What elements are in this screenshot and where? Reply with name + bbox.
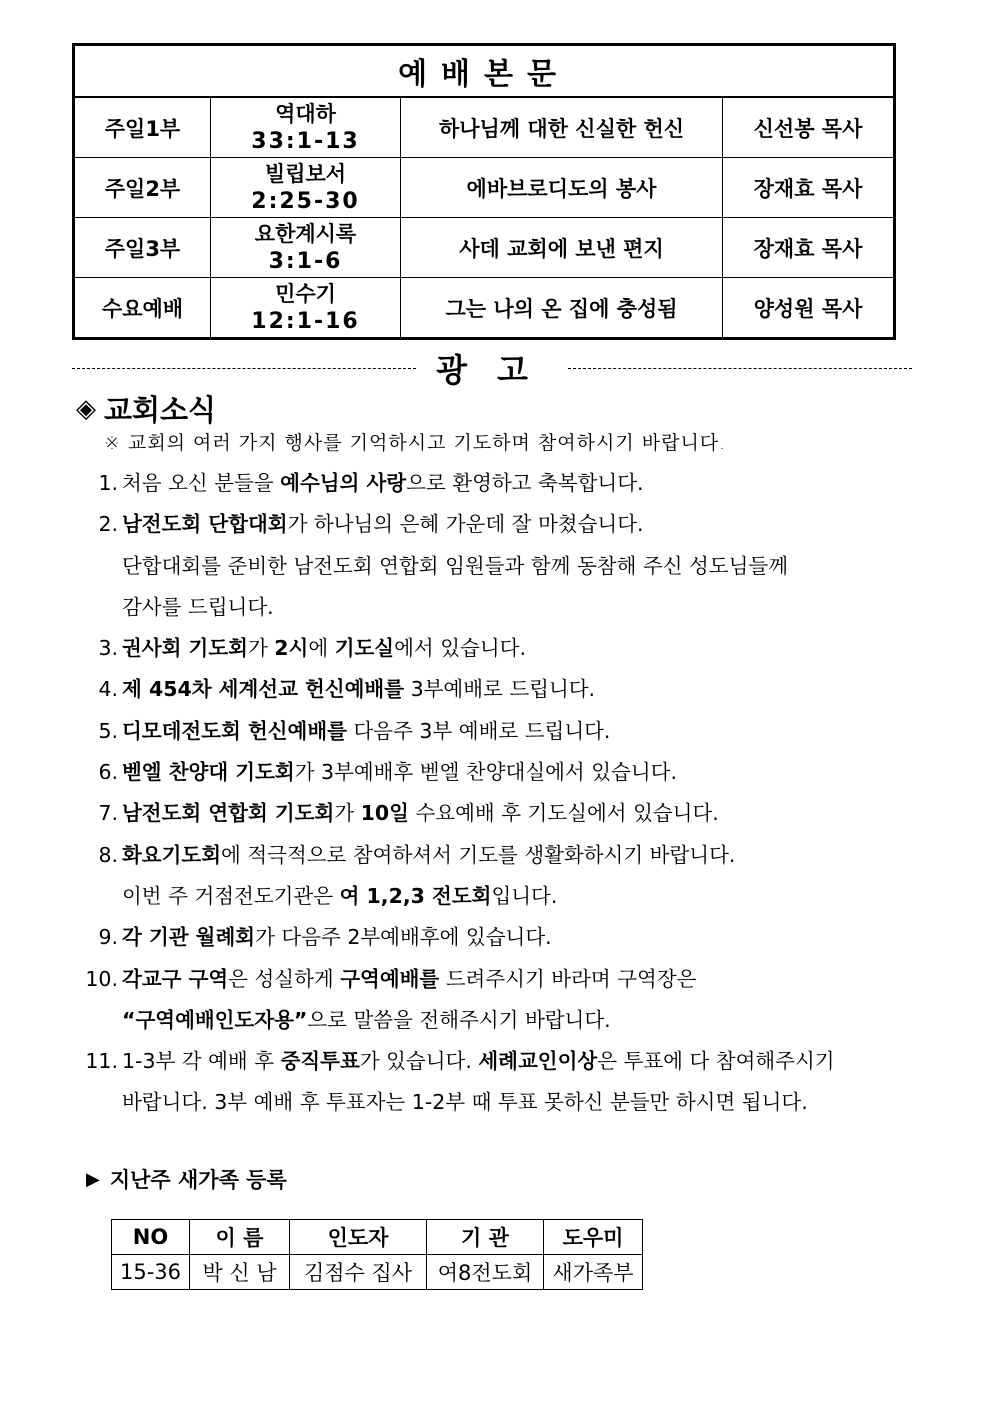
list-item xyxy=(72,876,932,917)
list-item-number xyxy=(72,1000,122,1041)
table-header-row xyxy=(112,1220,643,1255)
list-item-number: 5. xyxy=(98,718,118,743)
scripture-ref: 2:25-30 xyxy=(251,188,360,214)
text-segment: 가 있습니다. xyxy=(359,1049,479,1074)
list-item-text xyxy=(122,546,788,587)
emphasis-text: 제 454차 세계선교 헌신예배를 xyxy=(122,677,405,702)
preacher: 장재효 목사 xyxy=(723,158,895,218)
dashed-divider xyxy=(568,368,912,369)
new-family-heading xyxy=(86,1164,287,1194)
list-item xyxy=(72,669,932,710)
scripture-book: 요한계시록 xyxy=(254,221,357,246)
list-item xyxy=(72,793,932,834)
preacher: 장재효 목사 xyxy=(723,218,895,278)
emphasis-text: 구역예배를 xyxy=(340,966,440,991)
list-item-text xyxy=(122,835,735,876)
text-segment: 은 투표에 다 참여해주시기 xyxy=(597,1049,835,1074)
new-family-title: 지난주 새가족 등록 xyxy=(109,1168,287,1192)
emphasis-text: “구역예배인도자용” xyxy=(122,1007,308,1032)
list-item xyxy=(72,546,932,587)
list-item-number: 11. xyxy=(85,1049,118,1074)
preacher: 신선봉 목사 xyxy=(723,97,895,158)
text-segment: 감사를 드립니다. xyxy=(122,594,274,619)
sermon-table-title: 예배본문 xyxy=(74,45,895,98)
text-segment: 수요예배 후 기도실에서 있습니다. xyxy=(408,801,719,826)
text-segment: 3부예배로 드립니다. xyxy=(404,677,596,702)
scripture-ref: 3:1-6 xyxy=(268,248,343,274)
list-item-text xyxy=(122,669,595,710)
list-item-number xyxy=(72,587,122,628)
scripture-book: 민수기 xyxy=(275,281,336,306)
emphasis-text: 여 1,2,3 전도회 xyxy=(339,883,492,908)
list-item-number: 1. xyxy=(98,471,118,495)
scripture xyxy=(211,218,401,278)
column-header: NO xyxy=(112,1220,190,1255)
text-segment: 1-3부 각 예배 후 xyxy=(122,1049,281,1074)
list-item xyxy=(72,835,932,876)
list-item-text xyxy=(122,1082,808,1123)
scripture xyxy=(211,97,401,158)
list-item-number: 6. xyxy=(98,760,118,785)
text-segment: 바랍니다. 3부 예배 후 투표자는 1-2부 때 투표 못하신 분들만 하시면 됩니다. xyxy=(122,1090,808,1115)
text-segment: 으로 환영하고 축복합니다. xyxy=(406,471,644,495)
sermon-topic: 그는 나의 온 집에 충성됨 xyxy=(401,278,723,339)
list-item xyxy=(72,463,932,504)
list-item-text xyxy=(122,587,274,628)
scripture-book: 역대하 xyxy=(275,101,336,126)
text-segment: 드려주시기 바라며 구역장은 xyxy=(439,966,697,991)
list-item-text xyxy=(122,463,644,504)
diamond-icon: ◈ xyxy=(76,393,96,424)
text-segment: 이번 주 거점전도기관은 xyxy=(122,883,340,908)
emphasis-text: 10일 xyxy=(360,801,409,826)
text-segment: 가 다음주 2부예배후에 있습니다. xyxy=(255,925,552,950)
list-item xyxy=(72,917,932,958)
scripture-ref: 33:1-13 xyxy=(251,128,360,154)
church-news-note: ※ 교회의 여러 가지 행사를 기억하시고 기도하며 참여하시기 바랍니다. xyxy=(104,432,727,454)
sermon-row xyxy=(74,218,895,278)
list-item-number: 2. xyxy=(98,512,118,537)
column-header: 도우미 xyxy=(544,1220,643,1255)
text-segment: 에 적극적으로 참여하셔서 기도를 생활화하시기 바랍니다. xyxy=(221,842,736,867)
emphasis-text: 각교구 구역 xyxy=(122,966,229,991)
list-item xyxy=(72,752,932,793)
scripture xyxy=(211,278,401,339)
service-name: 주일2부 xyxy=(74,158,211,218)
text-segment: 가 하나님의 은혜 가운데 잘 마쳤습니다. xyxy=(287,512,644,537)
scripture-ref: 12:1-16 xyxy=(251,308,360,334)
sermon-topic: 하나님께 대한 신실한 헌신 xyxy=(401,97,723,158)
text-segment: 입니다. xyxy=(491,883,558,908)
emphasis-text: 각 기관 월례회 xyxy=(122,925,256,950)
text-segment: 에서 있습니다. xyxy=(394,636,526,661)
list-item-number xyxy=(72,876,122,917)
list-item-number: 7. xyxy=(98,801,118,826)
table-cell: 15-36 xyxy=(112,1255,190,1290)
list-item-text xyxy=(122,1041,835,1082)
emphasis-text: 중직투표 xyxy=(280,1049,360,1074)
table-cell: 김점수 집사 xyxy=(290,1255,427,1290)
list-item xyxy=(72,959,932,1000)
list-item xyxy=(72,711,932,752)
announcement-list xyxy=(72,463,932,1124)
list-item-text xyxy=(122,876,557,917)
scripture-book: 빌립보서 xyxy=(264,161,347,186)
dashed-divider xyxy=(72,368,416,369)
service-name: 수요예배 xyxy=(74,278,211,339)
table-cell: 박 신 남 xyxy=(190,1255,290,1290)
church-news-heading xyxy=(76,388,216,429)
list-item-number xyxy=(72,1082,122,1123)
list-item xyxy=(72,587,932,628)
list-item-text xyxy=(122,504,644,545)
sermon-row xyxy=(74,158,895,218)
emphasis-text: 화요기도회 xyxy=(122,842,222,867)
column-header: 기 관 xyxy=(427,1220,544,1255)
text-segment: 가 xyxy=(334,801,361,826)
emphasis-text: 남전도회 단합대회 xyxy=(122,512,288,537)
emphasis-text: 세례교인이상 xyxy=(478,1049,598,1074)
text-segment: 단합대회를 준비한 남전도회 연합회 임원들과 함께 동참해 주신 성도님들께 xyxy=(122,553,789,578)
new-family-table xyxy=(111,1219,643,1290)
sermon-topic: 사데 교회에 보낸 편지 xyxy=(401,218,723,278)
text-segment: 다음주 3부 예배로 드립니다. xyxy=(346,718,611,743)
table-row xyxy=(112,1255,643,1290)
column-header: 이 름 xyxy=(190,1220,290,1255)
service-name: 주일1부 xyxy=(74,97,211,158)
list-item-number: 9. xyxy=(98,925,118,950)
emphasis-text: 예수님의 사랑 xyxy=(280,471,407,495)
scripture xyxy=(211,158,401,218)
text-segment: 으로 말씀을 전해주시기 바랍니다. xyxy=(307,1007,611,1032)
list-item xyxy=(72,1000,932,1041)
emphasis-text: 기도실 xyxy=(334,636,395,661)
list-item xyxy=(72,628,932,669)
sermon-table xyxy=(72,43,896,340)
text-segment: 처음 오신 분들을 xyxy=(122,471,281,495)
triangle-right-icon: ▶ xyxy=(86,1168,100,1190)
emphasis-text: 벧엘 찬양대 기도회 xyxy=(122,760,295,785)
list-item-number: 4. xyxy=(98,677,118,702)
church-news-title: 교회소식 xyxy=(104,393,217,427)
announcements-header xyxy=(72,348,912,388)
list-item-number xyxy=(72,546,122,587)
list-item-text xyxy=(122,711,610,752)
list-item-number: 3. xyxy=(98,636,118,661)
emphasis-text: 디모데전도회 헌신예배를 xyxy=(122,718,347,743)
text-segment: 가 xyxy=(247,636,275,661)
column-header: 인도자 xyxy=(290,1220,427,1255)
emphasis-text: 남전도회 연합회 기도회 xyxy=(122,801,335,826)
text-segment: 에 xyxy=(308,636,335,661)
table-cell: 새가족부 xyxy=(544,1255,643,1290)
list-item-text xyxy=(122,917,552,958)
list-item-text xyxy=(122,959,696,1000)
list-item xyxy=(72,1082,932,1123)
list-item-number: 8. xyxy=(98,842,118,867)
announcements-title: 광고 xyxy=(436,351,558,389)
emphasis-text: 권사회 기도회 xyxy=(122,636,248,661)
list-item xyxy=(72,504,932,545)
preacher: 양성원 목사 xyxy=(723,278,895,339)
list-item xyxy=(72,1041,932,1082)
sermon-row xyxy=(74,278,895,339)
list-item-text xyxy=(122,628,526,669)
emphasis-text: 2시 xyxy=(274,636,309,661)
text-segment: 가 3부예배후 벧엘 찬양대실에서 있습니다. xyxy=(294,760,677,785)
list-item-text xyxy=(122,1000,611,1041)
text-segment: 은 성실하게 xyxy=(228,966,341,991)
service-name: 주일3부 xyxy=(74,218,211,278)
list-item-text xyxy=(122,752,677,793)
list-item-text xyxy=(122,793,719,834)
sermon-topic: 에바브로디도의 봉사 xyxy=(401,158,723,218)
sermon-row xyxy=(74,97,895,158)
list-item-number: 10. xyxy=(85,966,118,991)
table-cell: 여8전도회 xyxy=(427,1255,544,1290)
